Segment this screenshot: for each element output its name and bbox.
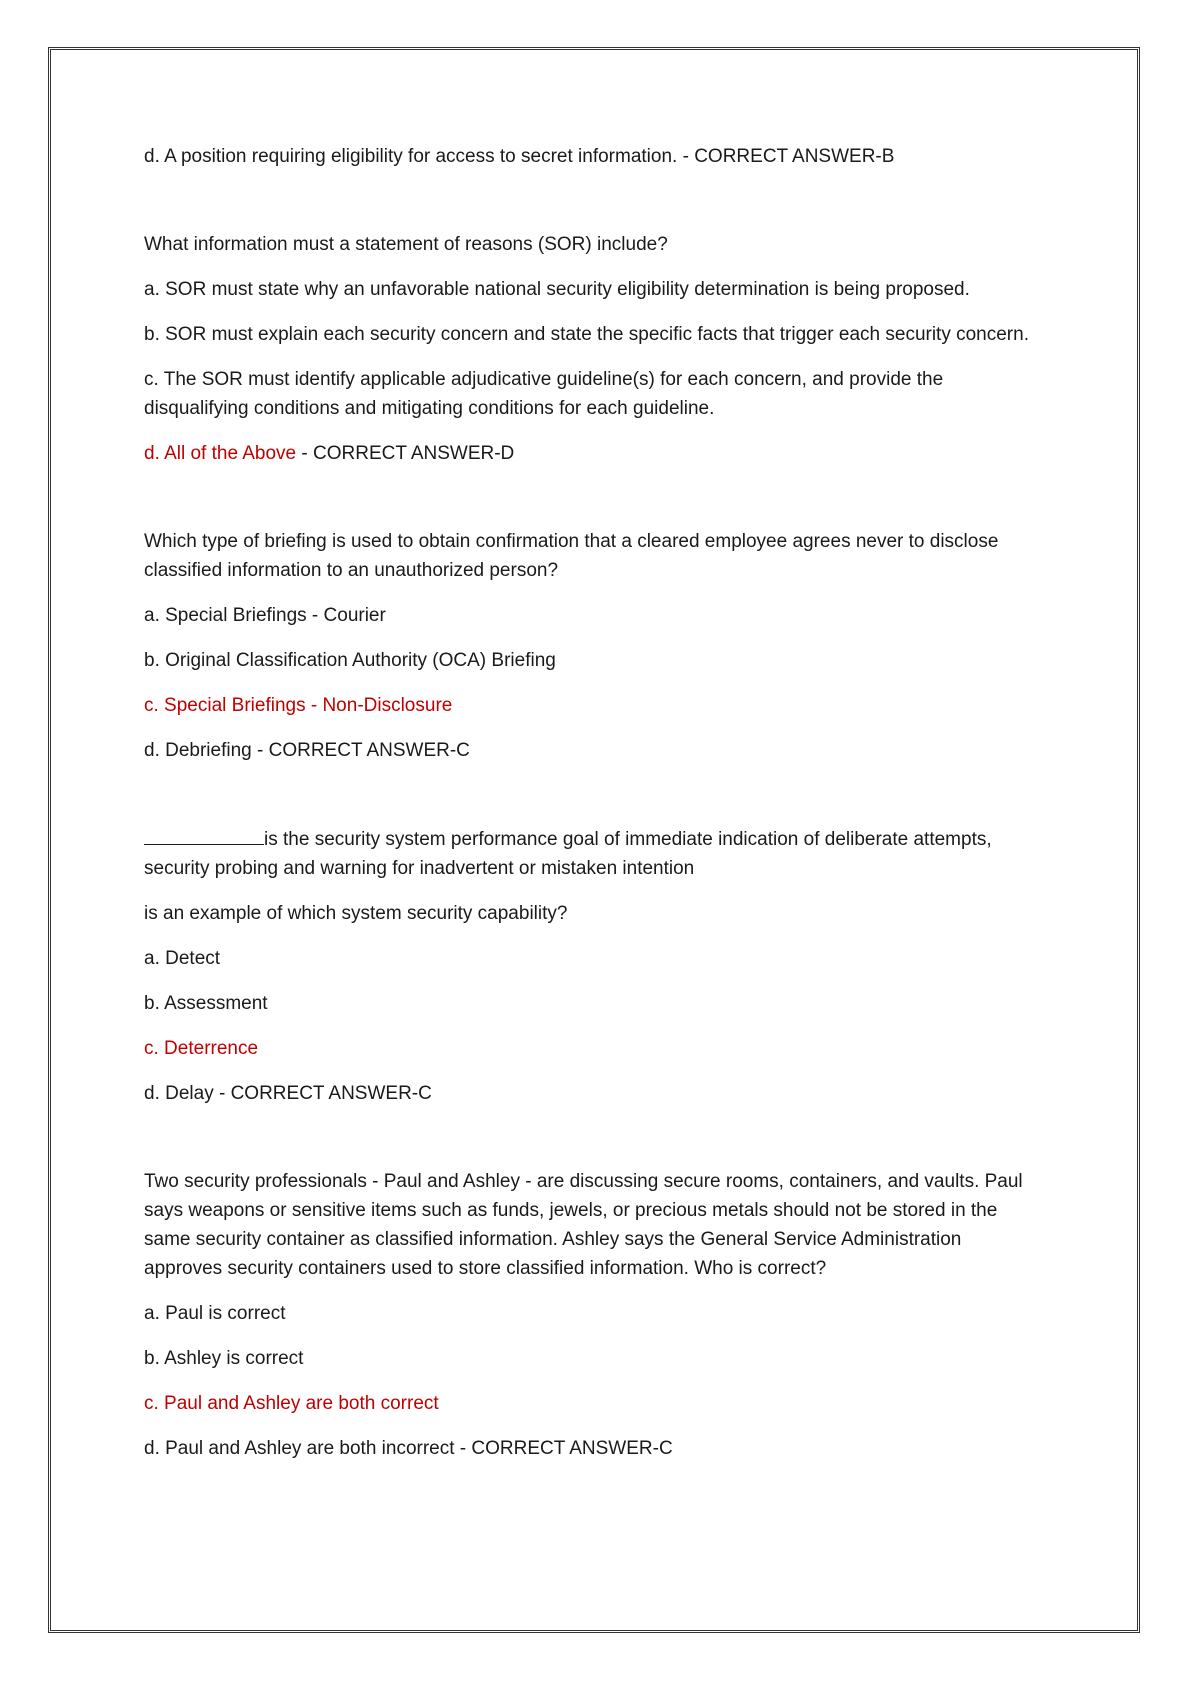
- option-b: b. SOR must explain each security concern and state the specific facts that trigger each security concern.: [144, 324, 1029, 345]
- option-d: [144, 439, 1044, 468]
- option-b: b. Ashley is correct: [144, 1348, 304, 1369]
- option-a: a. Detect: [144, 948, 221, 969]
- option-a: a. Special Briefings - Courier: [144, 605, 386, 626]
- previous-answer-line: d. A position requiring eligibility for access to secret information. - CORRECT ANSWER-B: [144, 146, 895, 167]
- option-a: a. SOR must state why an unfavorable national security eligibility determination is being proposed.: [144, 279, 970, 300]
- option-c-correct: c. Paul and Ashley are both correct: [144, 1393, 439, 1414]
- option-b: b. Original Classification Authority (OCA) Briefing: [144, 650, 556, 671]
- option-b: b. Assessment: [144, 993, 268, 1014]
- option-d: d. Paul and Ashley are both incorrect - CORRECT ANSWER-C: [144, 1438, 673, 1459]
- question-text: [144, 824, 1044, 883]
- question-text-line-2: is an example of which system security capability?: [144, 903, 568, 924]
- fill-in-blank: [144, 824, 264, 845]
- option-d: d. Delay - CORRECT ANSWER-C: [144, 1083, 432, 1104]
- question-block-briefing: [144, 527, 1044, 765]
- answer-key: - CORRECT ANSWER-D: [296, 443, 515, 464]
- question-text: What information must a statement of reasons (SOR) include?: [144, 234, 668, 255]
- question-block-sor: [144, 230, 1044, 468]
- question-text: Which type of briefing is used to obtain confirmation that a cleared employee agrees never to disclose classified information to an unauthorized person?: [144, 531, 999, 581]
- question-block-containers: [144, 1167, 1044, 1463]
- question-text: Two security professionals - Paul and Ashley - are discussing secure rooms, containers, and vaults. Paul says weapons or sensitive items such as funds, jewels, or precious metals should not be stored in the same security container as classified information. Ashley says the General Service Administration approves security containers used to store classified information. Who is correct?: [144, 1171, 1023, 1279]
- option-c: c. The SOR must identify applicable adjudicative guideline(s) for each concern, and provide the disqualifying conditions and mitigating conditions for each guideline.: [144, 369, 944, 419]
- option-c-correct: c. Deterrence: [144, 1038, 259, 1059]
- document-content: [144, 142, 1044, 1479]
- option-c-correct: c. Special Briefings - Non-Disclosure: [144, 695, 453, 716]
- question-text-after-blank: is the security system performance goal of immediate indication of deliberate attempts, security probing and warning for inadvertent or mistaken intention: [144, 829, 992, 879]
- correct-option-highlight: d. All of the Above: [144, 443, 297, 464]
- option-a: a. Paul is correct: [144, 1303, 286, 1324]
- option-d: d. Debriefing - CORRECT ANSWER-C: [144, 740, 470, 761]
- question-block-capability: [144, 824, 1044, 1108]
